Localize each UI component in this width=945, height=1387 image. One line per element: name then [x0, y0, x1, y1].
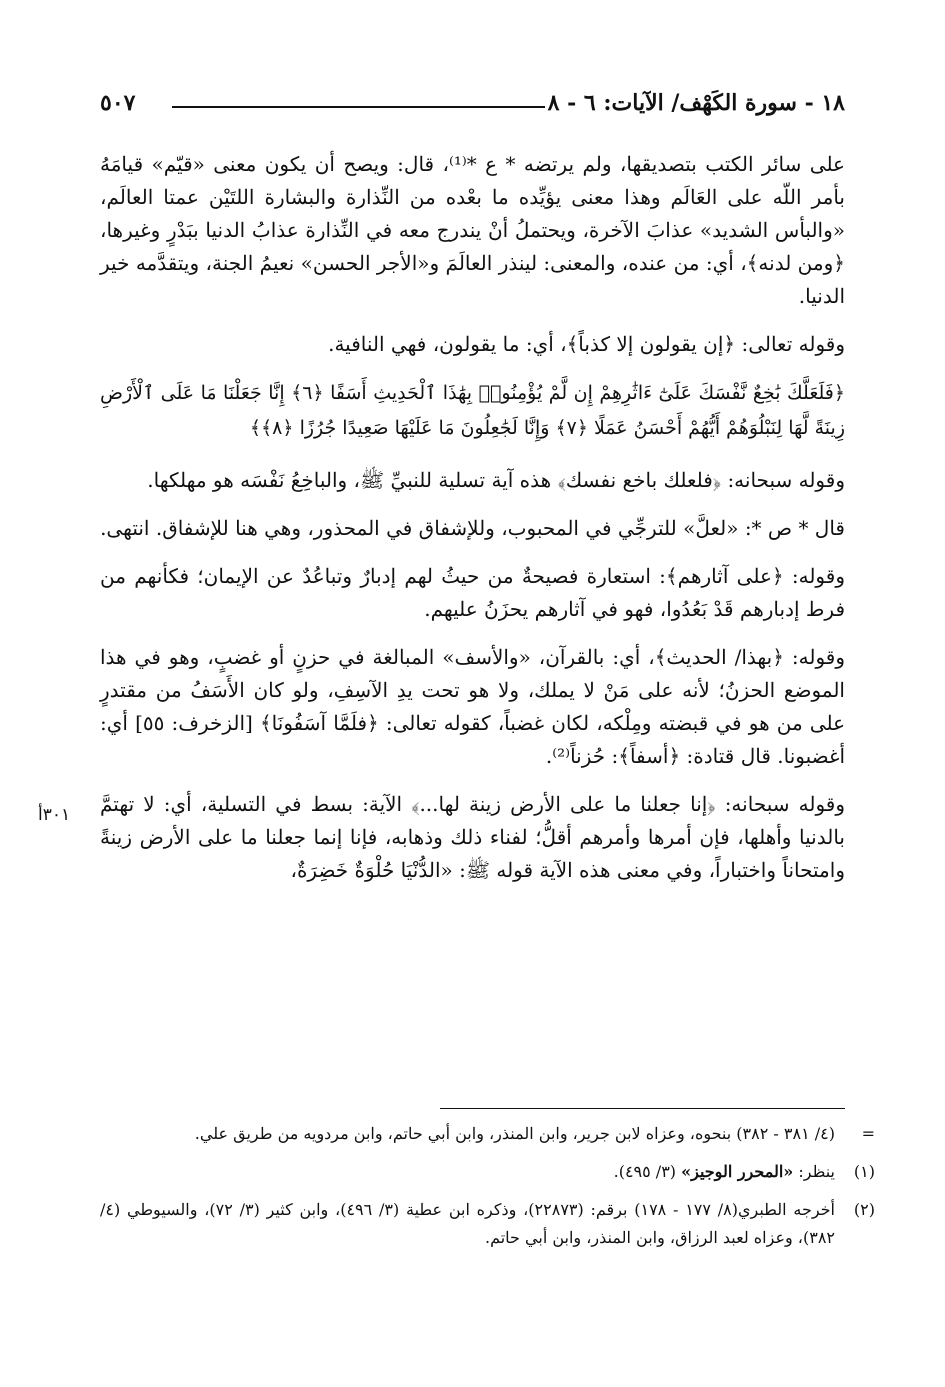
paragraph-1: على سائر الكتب بتصديقها، ولم يرتضه * ع *⁽¹⁾، قال: ويصح أن يكون معنى «قيّم» قيامَهُ بأمر اللّه على العَالَم وهذا معنى يؤيِّده ما بعْده من النِّذارة والبشارة اللتَيْن عمتا العالَم، «والبأس الشديد» عذابَ الآخرة، ويحتملُ أنْ يندرج معه في النِّذارة عذابُ الدنيا ببَدْرٍ وغيرها، ﴿ومن لدنه﴾، أي: من عنده، والمعنى: لينذر العالَمَ و«الأجر الحسن» نعيمُ الجنة، ويتقدَّمه خير الدنيا.: [100, 152, 845, 308]
header-title: ١٨ - سورة الكَهْف/ الآيات: ٦ - ٨: [547, 90, 845, 116]
paragraph-3: وقوله سبحانه: ﴿فلعلك باخع نفسك﴾ هذه آية تسلية للنبيِّ ﷺ، والباخِعُ نَفْسَه هو مهلكها.: [147, 468, 845, 492]
header-rule: [172, 106, 545, 108]
footnote-prefix: ينظر:: [793, 1162, 835, 1181]
main-text: [100, 148, 845, 902]
paragraph-7: وقوله سبحانه: ﴿إنا جعلنا ما على الأرض زينة لها...﴾ الآية: بسط في التسلية، أي: لا تهتمَّ بالدنيا وأهلها، فإن أمرها وأمرهم أقلُّ؛ لفناء ذلك وذهابه، فإنا إنما جعلنا ما على الأرض زينةً وامتحاناً واختباراً، وفي معنى هذه الآية قوله ﷺ: «الدُّنْيَا حُلْوَةٌ خَضِرَةٌ،: [100, 792, 845, 882]
footnote-text: أخرجه الطبري(٨/ ١٧٧ - ١٧٨) برقم: (٢٢٨٧٣)، وذكره ابن عطية (٣/ ٤٩٦)، وابن كثير (٣/ ٧٢)، والسيوطي (٤/ ٣٨٢)، وعزاه لعبد الرزاق، وابن المنذر، وابن أبي حاتم.: [100, 1200, 835, 1247]
footnote-mark: (٢): [853, 1200, 875, 1219]
quran-verses: ﴿فَلَعَلَّكَ بَٰخِعٌ نَّفْسَكَ عَلَىٰٓ ءَاثَٰرِهِمْ إِن لَّمْ يُؤْمِنُوا۟ بِهَٰذَا ٱلْحَدِيثِ أَسَفًا ﴿٦﴾ إِنَّا جَعَلْنَا مَا عَلَى ٱلْأَرْضِ زِينَةً لَّهَا لِنَبْلُوَهُمْ أَيُّهُمْ أَحْسَنُ عَمَلًا ﴿٧﴾ وَإِنَّا لَجَٰعِلُونَ مَا عَلَيْهَا صَعِيدًا جُرُزًا ﴿٨﴾﴾: [100, 382, 845, 439]
footnote-citation: (٣/ ٤٩٥).: [613, 1162, 682, 1181]
paragraph-4: قال * ص *: «لعلَّ» للترجِّي في المحبوب، وللإشفاق في المحذور، وهي هنا للإشفاق. انتهى.: [100, 516, 845, 540]
paragraph-2: وقوله تعالى: ﴿إن يقولون إلا كذباً﴾، أي: ما يقولون، فهي النافية.: [328, 332, 845, 356]
running-header: [100, 84, 845, 124]
footnote-mark: (١): [853, 1162, 875, 1181]
footnote-text: (٤/ ٣٨١ - ٣٨٢) بنحوه، وعزاه لابن جرير، وابن المنذر، وابن أبي حاتم، وابن مردويه من طريق علي.: [194, 1124, 835, 1143]
footnotes: [100, 1120, 875, 1262]
footnote-separator: [440, 1108, 845, 1109]
footnote-1: [100, 1158, 875, 1186]
paragraph-6: وقوله: ﴿بهذا/ الحديث﴾، أي: بالقرآن، «والأسف» المبالغة في حزنٍ أو غضبٍ، وهو في هذا الموضع الحزنُ؛ لأنه على مَنْ لا يملك، ولا هو تحت يدِ الآسِفِ، ولو كان الأَسَفُ من مقتدرٍ على من هو في قبضته ومِلْكه، لكان غضباً، كقوله تعالى: ﴿فلَمَّا آسَفُونَا﴾ [الزخرف: ٥٥] أي: أغضبونا. قال قتادة: ﴿أسفاً﴾: حُزناً⁽²⁾.: [100, 645, 846, 768]
footnote-text: [100, 1158, 835, 1186]
footnote-mark: =: [861, 1124, 875, 1143]
paragraph-5: وقوله: ﴿على آثارهم﴾: استعارة فصيحةٌ من حيثُ لهم إدبارٌ وتباعُدٌ عن الإيمان؛ فكأنهم من فرط إدبارهم قَدْ بَعُدُوا، فهو في آثارهم يحزَنُ عليهم.: [100, 564, 845, 621]
footnote-2: [100, 1196, 875, 1252]
footnote-source-title: «المحرر الوجيز»: [681, 1162, 794, 1181]
footnote-continued: [100, 1120, 875, 1148]
manuscript-folio-note: ٣٠١أ: [38, 805, 71, 825]
page-number: ٥٠٧: [100, 90, 136, 116]
